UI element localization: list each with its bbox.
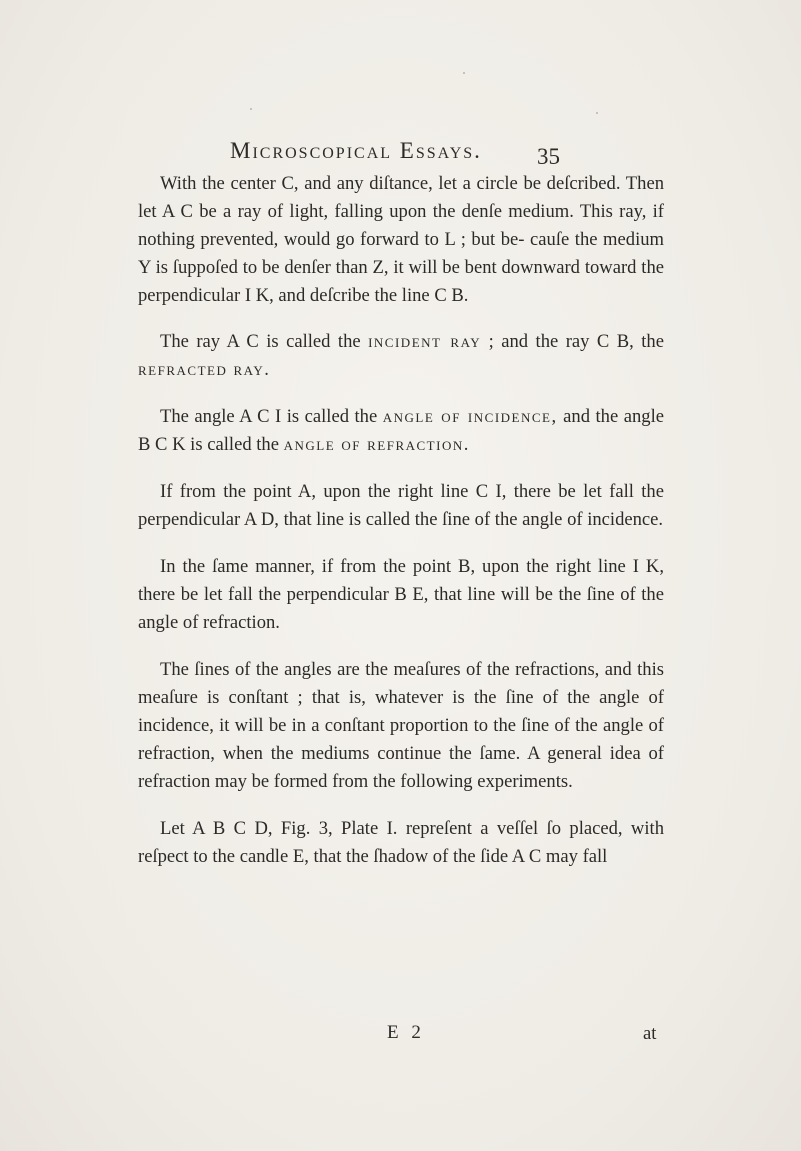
paragraph-text: With the center C, and any diſtance, let a circle be deſcribed. Then let A C be a ray of light, falling upon the denſe medium. This ray, if nothing prevented, would go forward to L ; but be- cauſe the medium Y is ſuppoſed to be denſer than Z, it will be bent downward toward the perpendicular I K, and deſcribe the line C B. (138, 173, 664, 306)
paragraph-7 (138, 815, 664, 871)
paper-speck (250, 108, 252, 110)
paper-speck (596, 112, 598, 114)
paper-speck (463, 72, 465, 74)
body-text (138, 170, 664, 890)
page-number: 35 (537, 144, 560, 169)
paragraph-1 (138, 170, 664, 310)
signature-mark: E 2 (387, 1022, 425, 1043)
paragraph-text: ; and the ray C B, the (481, 331, 664, 352)
paragraph-2 (138, 328, 664, 384)
catchword: at (643, 1023, 657, 1044)
paragraph-text: and the angle B C K is called the (138, 406, 665, 455)
paragraph-text: Let A B C D, Fig. 3, Plate I. repreſent a veſſel ſo placed, with reſpect to the candle E, that the ſhadow of the ſide A C may fall (138, 818, 664, 867)
term-refracted-ray: refracted ray. (138, 359, 271, 380)
paragraph-3 (138, 403, 664, 459)
paragraph-text: The ſines of the angles are the meaſures of the refractions, and this meaſure is conſtant ; that is, whatever is the ſine of the angle of incidence, it will be in a conſtant proportion to the ſine of the angle of refraction, when the mediums continue the ſame. A general idea of refraction may be formed from the following experiments. (138, 659, 664, 792)
term-angle-of-refraction: angle of refraction. (283, 434, 470, 455)
paragraph-text: If from the point A, upon the right line C I, there be let fall the perpendicular A D, that line is called the ſine of the angle of incidence. (138, 481, 664, 530)
term-angle-of-incidence: angle of incidence, (382, 406, 558, 427)
paragraph-text: The angle A C I is called the (160, 406, 383, 427)
paragraph-text: In the ſame manner, if from the point B, upon the right line I K, there be let fall the perpendicular B E, that line will be the ſine of the angle of refraction. (138, 556, 664, 633)
paragraph-6 (138, 656, 664, 796)
paragraph-4 (138, 478, 664, 534)
paragraph-5 (138, 553, 664, 637)
term-incident-ray: incident ray (368, 331, 482, 352)
running-head: Microscopical Essays. (230, 138, 482, 163)
paragraph-text: The ray A C is called the (160, 331, 369, 352)
